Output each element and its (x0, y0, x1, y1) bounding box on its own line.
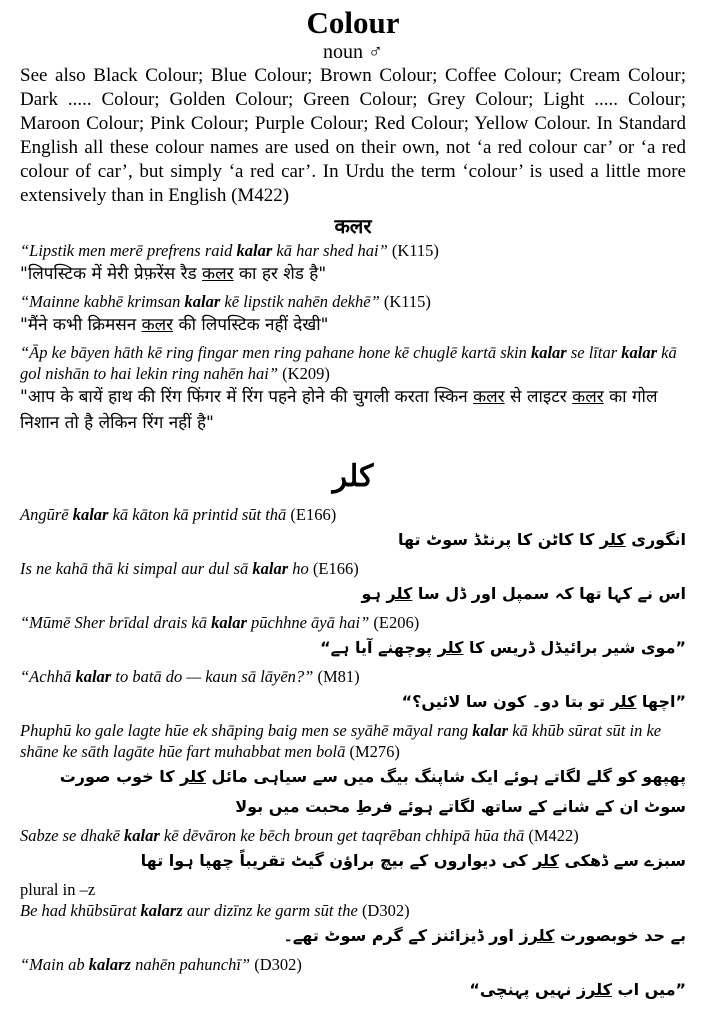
source-reference: (K209) (278, 364, 330, 383)
transliteration (20, 240, 686, 261)
example-entry (20, 342, 686, 436)
urdu-text (20, 525, 686, 555)
text-segment: نہیں پہنچی“ (469, 980, 577, 999)
headword-underlined: کلر (610, 692, 637, 711)
example-entry (20, 666, 686, 717)
headword-bold: kalarz (140, 901, 183, 920)
text-segment: اس نے کہا تھا کہ سمپل اور ڈل سا (412, 584, 686, 603)
headword-underlined: कलर (572, 387, 604, 407)
part-of-speech: noun ♂ (323, 41, 383, 63)
text-segment: का गोल निशान तो है लेकिन रिंग नहीं है" (20, 387, 658, 433)
text-segment: ”اچھا (636, 692, 686, 711)
text-segment: پوچھنے آیا ہے“ (320, 638, 438, 657)
text-segment: Angūrē (20, 505, 73, 524)
headword-underlined: کلرز (576, 980, 612, 999)
source-reference: (E166) (308, 559, 359, 578)
text-segment: “Main ab (20, 955, 89, 974)
hindi-heading: कलर (334, 216, 372, 238)
devanagari-text (20, 261, 686, 287)
hindi-examples (20, 240, 686, 436)
text-segment: "मैंने कभी क्रिमसन (20, 315, 142, 335)
text-segment: کی دیواروں کے بیچ براؤن گیٹ تقریباً چھپا ہوا تھا (140, 851, 534, 870)
headword-underlined: کلرز (519, 926, 555, 945)
text-segment: की लिपस्टिक नहीं देखी" (173, 315, 329, 335)
intro-text: See also Black Colour; Blue Colour; Brown Colour; Coffee Colour; Cream Colour; Dark ..... Colour; Golden Colour; Green Colour; Grey Colour; Light ..... Colour; Maroon Colour; Pink Colour; Purple Colour; Red Colour; Yellow Colour. In Standard English all these colour names are used on their own, not ‘a red colour car’ or ‘a red colour of car’, but simply ‘a red car’. In Urdu the term ‘colour’ is used a little more extensively than in English (M422) (20, 65, 686, 206)
text-segment: का हर शेड है" (233, 264, 327, 284)
transliteration (20, 666, 686, 687)
headword-bold: kalar (124, 826, 160, 845)
text-segment: Phuphū ko gale lagte hūe ek shāping baig men se syāhē māyal rang (20, 721, 473, 740)
headword-underlined: कलर (202, 264, 234, 284)
example-entry (20, 825, 686, 876)
text-segment: ”میں اب (611, 980, 686, 999)
text-segment: kē dēvāron ke bēch broun get taqrēban chhipā hūa thā (159, 826, 525, 845)
text-segment: “Mainne kabhē krimsan (20, 292, 185, 311)
urdu-text (20, 633, 686, 663)
text-segment: پھپھو کو گلے لگاتے ہوئے ایک شاپنگ بیگ میں سے سیاہی مائل (205, 767, 686, 786)
text-segment: “Achhā (20, 667, 76, 686)
text-segment: kā har shed hai” (272, 241, 388, 260)
headword-underlined: کلر (437, 638, 464, 657)
text-segment: کا کاٹن کا پرنٹڈ سوٹ تھا (397, 530, 600, 549)
text-segment: Sabze se dhakē (20, 826, 125, 845)
text-segment: Is ne kahā thā ki simpal aur dul sā (20, 559, 253, 578)
example-entry (20, 240, 686, 287)
transliteration (20, 291, 686, 312)
headword-bold: kalar (211, 613, 247, 632)
headword-underlined: کلر (533, 851, 559, 870)
example-entry (20, 558, 686, 609)
example-entry (20, 720, 686, 822)
urdu-text (20, 921, 686, 951)
example-entry (20, 504, 686, 555)
text-segment: to batā do — kaun sā lāyēn?” (111, 667, 314, 686)
text-segment: kā kāton kā printid sūt thā (108, 505, 287, 524)
text-segment: “Lipstik men merē prefrens raid (20, 241, 237, 260)
source-reference: (K115) (387, 241, 439, 260)
text-segment: kā khūb sūrat sūt in ke shāne ke sāth lagāte hūe fart muhabbat men bolā (20, 721, 662, 761)
urdu-heading: کلر (332, 460, 374, 493)
source-reference: (M276) (349, 742, 400, 761)
text-segment: "आप के बायें हाथ की रिंग फिंगर में रिंग पहने होने की चुगली करता स्किन (20, 387, 474, 407)
headword-bold: kalar (621, 343, 658, 362)
text-segment: aur dizīnz ke garm sūt the (182, 901, 358, 920)
text-segment: kā gol nishān to hai lekin ring nahēn hai” (20, 343, 677, 383)
headword-underlined: کلر (386, 584, 413, 603)
example-entry (20, 612, 686, 663)
source-reference: (K115) (379, 292, 431, 311)
transliteration (20, 342, 686, 384)
example-entry (20, 291, 686, 338)
headword-bold: kalar (236, 241, 273, 260)
headword-bold: kalar (530, 343, 567, 362)
source-reference: (M81) (313, 667, 360, 686)
headword-bold: kalarz (88, 955, 131, 974)
text-segment: Be had khūbsūrat (20, 901, 141, 920)
text-segment: pūchhne āyā hai” (246, 613, 370, 632)
headword-bold: kalar (252, 559, 289, 578)
headword-underlined: کلر (599, 530, 626, 549)
source-reference: (E166) (286, 505, 337, 524)
urdu-text (20, 579, 686, 609)
example-entry (20, 900, 686, 951)
text-segment: کا خوب صورت سوٹ ان کے شانے کے ساتھ لگاتے ہوئے فرطِ محبت میں بولا (59, 767, 686, 816)
transliteration (20, 825, 686, 846)
text-segment: انگوری (625, 530, 686, 549)
text-segment: से लाइटर (504, 387, 573, 407)
urdu-text (20, 846, 686, 876)
plural-label: plural in –z (20, 880, 96, 899)
text-segment: nahēn pahunchī” (130, 955, 251, 974)
text-segment: اور ڈیزائنز کے گرم سوٹ تھے۔ (283, 926, 520, 945)
urdu-examples (20, 504, 686, 876)
urdu-text (20, 975, 686, 1005)
text-segment: بے حد خوبصورت (554, 926, 686, 945)
headword: Colour (306, 5, 400, 40)
plural-examples (20, 900, 686, 1005)
text-segment: تو بتا دو۔ کون سا لائیں؟“ (401, 692, 611, 711)
text-segment: "लिपस्टिक में मेरी प्रेफ़रेंस रैड (20, 264, 203, 284)
devanagari-text (20, 384, 686, 436)
headword-underlined: कलर (473, 387, 505, 407)
headword-underlined: कलर (141, 315, 174, 335)
text-segment: سبزے سے ڈھکی (558, 851, 686, 870)
source-reference: (D302) (357, 901, 410, 920)
source-reference: (M422) (524, 826, 579, 845)
headword-bold: kalar (184, 292, 221, 311)
transliteration (20, 558, 686, 579)
urdu-text (20, 762, 686, 822)
text-segment: ”موی شیر برائیڈل ڈریس کا (463, 638, 686, 657)
example-entry (20, 954, 686, 1005)
text-segment: se lītar (566, 343, 622, 362)
source-reference: (E206) (369, 613, 420, 632)
text-segment: ho (288, 559, 309, 578)
transliteration (20, 954, 686, 975)
urdu-text (20, 687, 686, 717)
headword-bold: kalar (72, 505, 109, 524)
devanagari-text (20, 312, 686, 338)
source-reference: (D302) (250, 955, 302, 974)
headword-bold: kalar (472, 721, 509, 740)
headword-underlined: کلر (180, 767, 206, 786)
text-segment: kē lipstik nahēn dekhē” (220, 292, 380, 311)
text-segment: ہو (361, 584, 387, 603)
transliteration (20, 504, 686, 525)
headword-bold: kalar (75, 667, 112, 686)
transliteration (20, 900, 686, 921)
transliteration (20, 612, 686, 633)
text-segment: “Āp ke bāyen hāth kē ring fingar men ring pahane hone kē chuglē kartā skin (20, 343, 531, 362)
text-segment: “Mūmē Sher brīdal drais kā (20, 613, 212, 632)
transliteration (20, 720, 686, 762)
